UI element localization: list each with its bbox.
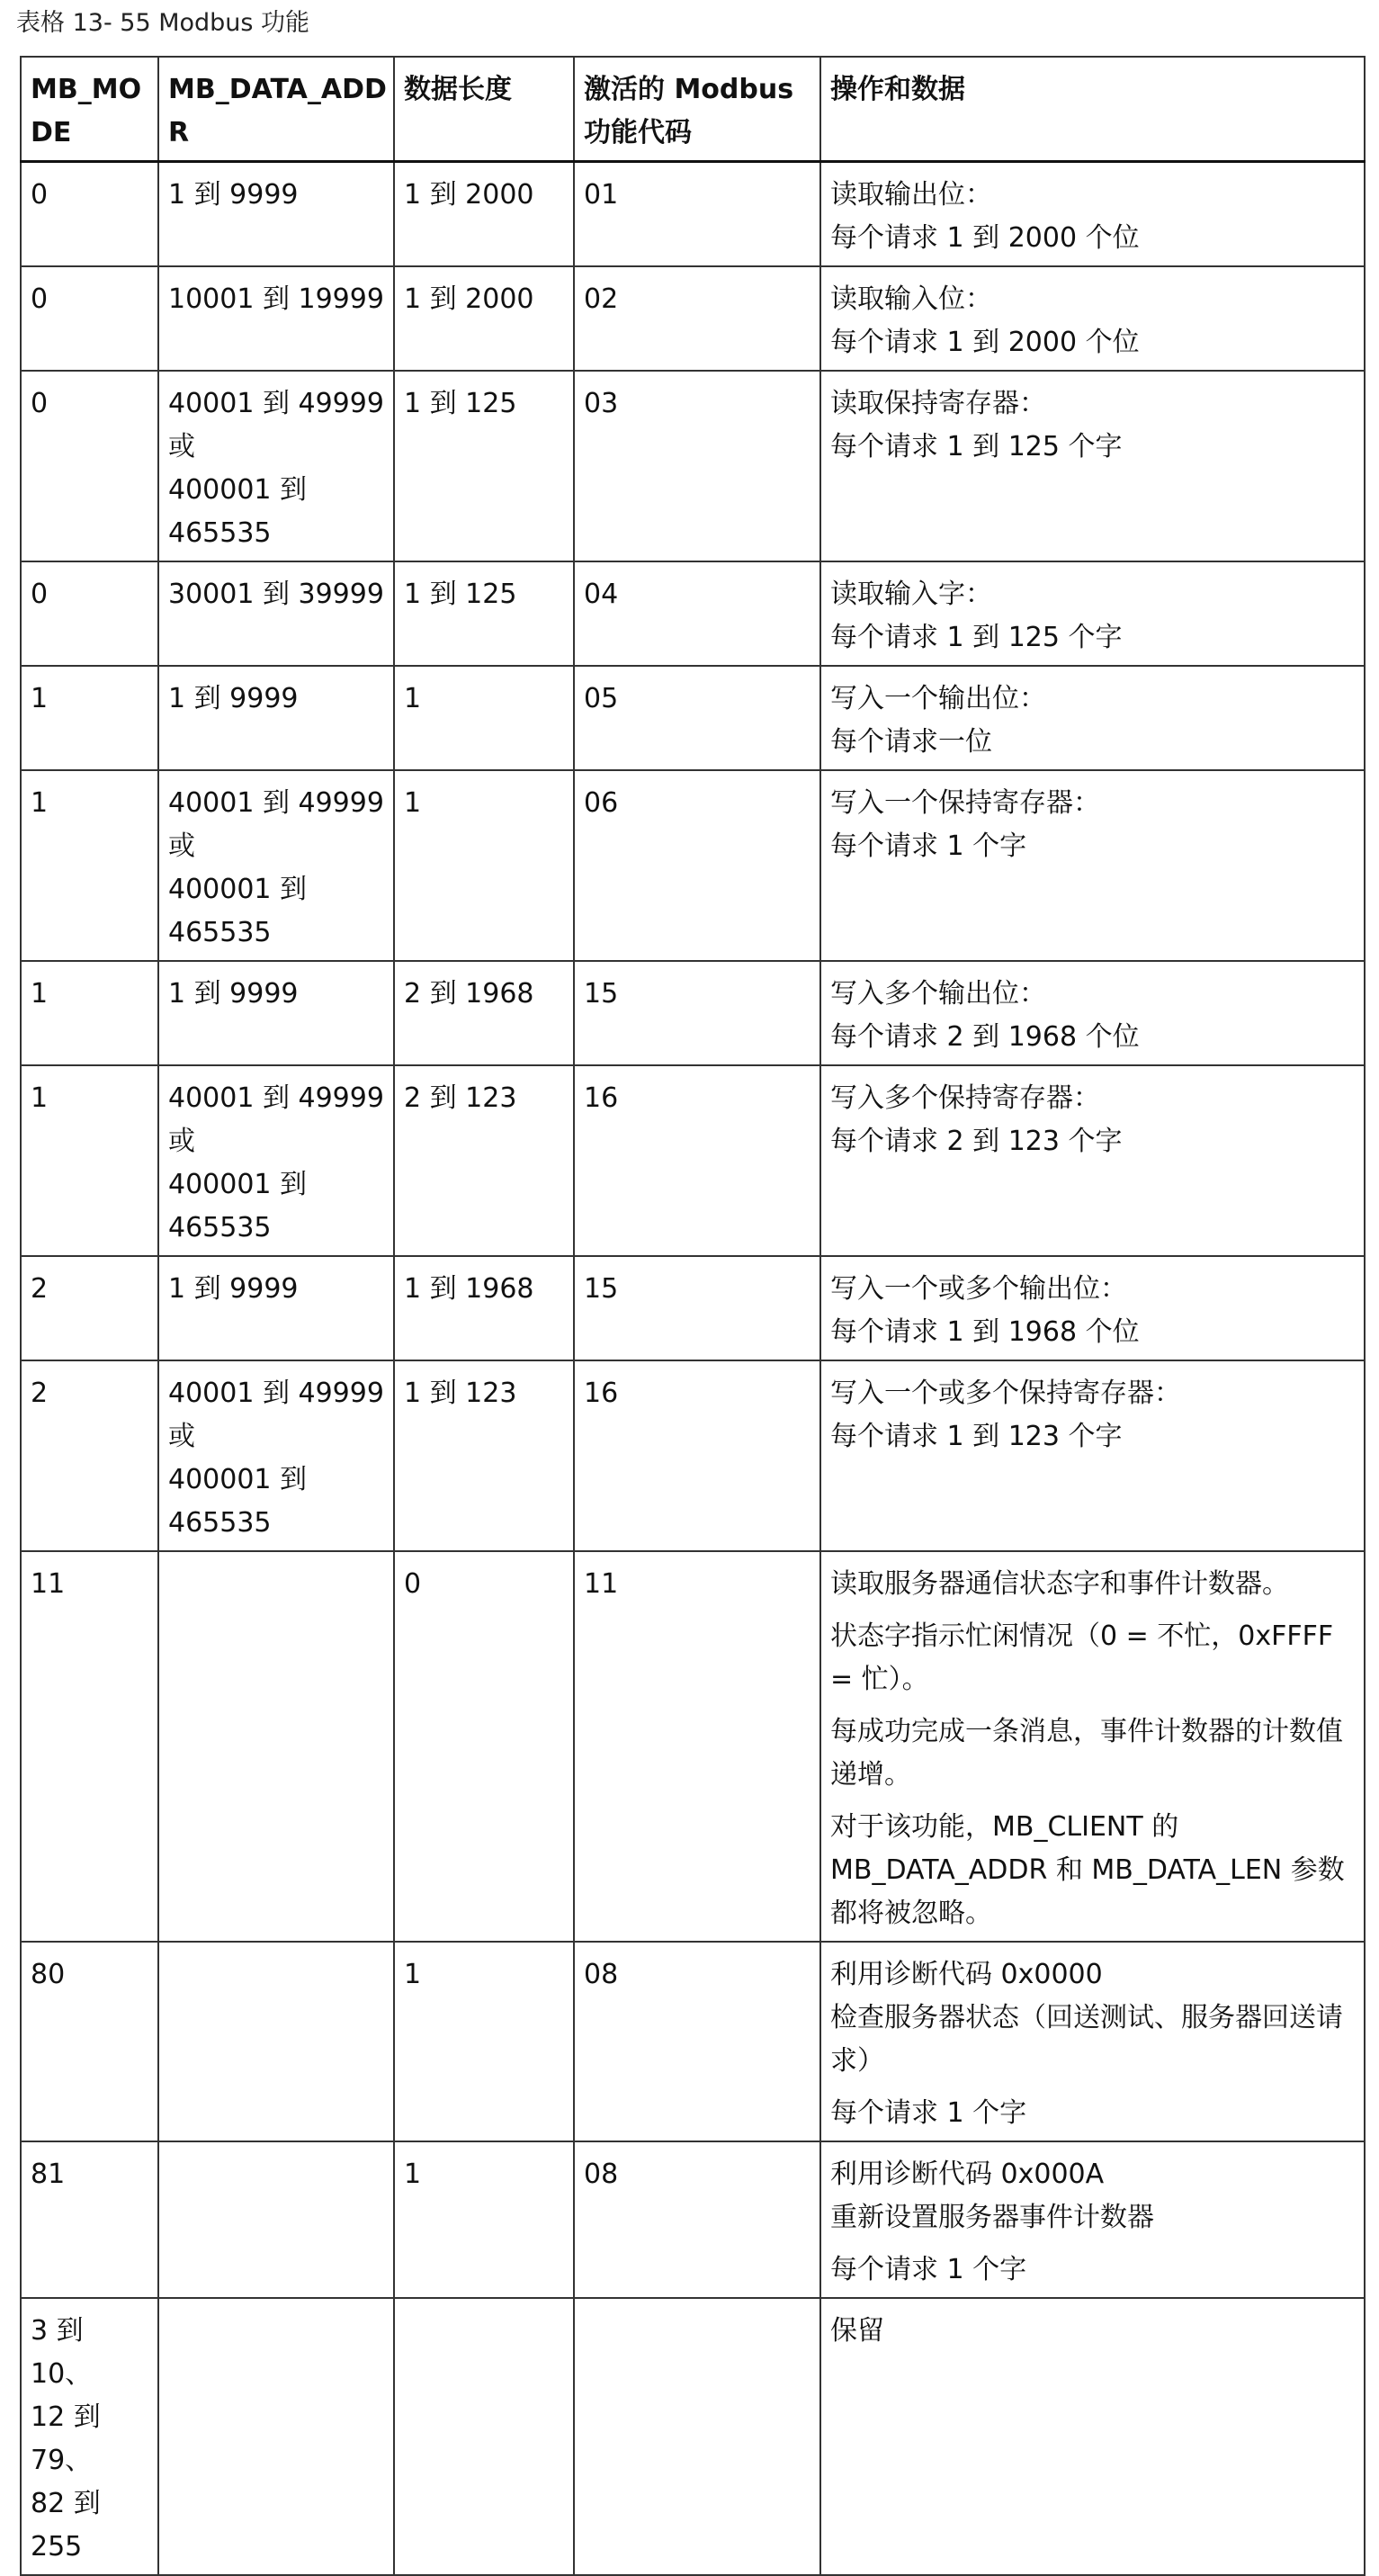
cell-addr [158,2141,394,2298]
cell-addr: 1 到 9999 [158,961,394,1065]
cell-func: 02 [574,266,820,371]
cell-addr: 1 到 9999 [158,1256,394,1360]
table-caption: 表格 13- 55 Modbus 功能 [16,9,310,37]
cell-len [394,2298,574,2575]
cell-func: 03 [574,371,820,561]
operation-line: 每个请求 1 个字 [830,830,1027,862]
header-mb-data-addr [158,57,394,162]
cell-addr: 40001 到 49999 或 400001 到 465535 [158,770,394,961]
operation-line: 读取输出位： [830,179,992,211]
cell-operation [820,2298,1365,2575]
cell-addr [158,1942,394,2141]
table-row [21,1256,1365,1360]
table-body [21,162,1365,2576]
cell-mode: 3 到 10、 12 到 79、 82 到 255 [21,2298,158,2575]
cell-operation [820,561,1365,666]
cell-operation [820,1942,1365,2141]
operation-line: 读取服务器通信状态字和事件计数器。 [830,1568,1289,1600]
header-operation-data [820,57,1365,162]
cell-func: 16 [574,1360,820,1551]
cell-mode: 1 [21,666,158,770]
cell-func: 08 [574,1942,820,2141]
cell-addr: 30001 到 39999 [158,561,394,666]
cell-mode: 1 [21,1065,158,1256]
header-function-code [574,57,820,162]
cell-len: 2 到 1968 [394,961,574,1065]
operation-line: 每个请求 1 到 2000 个位 [830,222,1140,254]
cell-mode: 1 [21,770,158,961]
cell-operation [820,1256,1365,1360]
table-row [21,1360,1365,1551]
operation-line: 写入一个或多个输出位： [830,1273,1127,1305]
table-row [21,2298,1365,2575]
operation-line: 保留 [830,2315,884,2347]
operation-line: 每个请求 1 个字 [830,2254,1027,2285]
modbus-function-table [20,56,1366,2576]
cell-func [574,2298,820,2575]
cell-mode: 0 [21,561,158,666]
cell-func: 08 [574,2141,820,2298]
cell-addr: 40001 到 49999 或 400001 到 465535 [158,1360,394,1551]
table-row [21,371,1365,561]
cell-len: 1 [394,666,574,770]
cell-mode: 80 [21,1942,158,2141]
cell-operation [820,1551,1365,1942]
header-mb-mode [21,57,158,162]
operation-line: 读取输入字： [830,579,992,610]
cell-operation [820,2141,1365,2298]
table-row [21,1065,1365,1256]
cell-func: 04 [574,561,820,666]
cell-operation [820,162,1365,267]
table-row [21,770,1365,961]
operation-line: 写入一个或多个保持寄存器： [830,1378,1181,1409]
cell-len: 1 [394,1942,574,2141]
cell-operation [820,961,1365,1065]
cell-operation [820,1065,1365,1256]
cell-func: 15 [574,1256,820,1360]
cell-mode: 0 [21,371,158,561]
operation-line: 检查服务器状态（回送测试、服务器回送请求） [830,2002,1343,2077]
table-row [21,266,1365,371]
operation-line: 写入多个保持寄存器： [830,1082,1100,1114]
cell-mode: 2 [21,1256,158,1360]
cell-len: 1 到 1968 [394,1256,574,1360]
cell-len: 2 到 123 [394,1065,574,1256]
operation-line: 每个请求 1 到 125 个字 [830,622,1123,653]
operation-line: 每个请求 2 到 123 个字 [830,1126,1123,1157]
operation-line: 重新设置服务器事件计数器 [830,2202,1154,2233]
operation-line: 写入多个输出位： [830,978,1046,1010]
cell-func: 15 [574,961,820,1065]
operation-line: 写入一个输出位： [830,683,1046,714]
cell-len: 1 [394,770,574,961]
operation-line: 每个请求一位 [830,726,992,758]
cell-operation [820,1360,1365,1551]
cell-addr [158,2298,394,2575]
cell-func: 16 [574,1065,820,1256]
cell-mode: 2 [21,1360,158,1551]
cell-len: 1 到 123 [394,1360,574,1551]
cell-mode: 1 [21,961,158,1065]
operation-line: 每个请求 1 到 125 个字 [830,431,1123,462]
operation-line: 每个请求 2 到 1968 个位 [830,1021,1140,1053]
table-row [21,666,1365,770]
operation-line: 每成功完成一条消息，事件计数器的计数值递增。 [830,1716,1343,1791]
cell-len: 1 [394,2141,574,2298]
cell-mode: 0 [21,266,158,371]
cell-addr: 40001 到 49999 或 400001 到 465535 [158,371,394,561]
header-mb-mode-label: MB_MO DE [31,74,142,148]
operation-line: 每个请求 1 个字 [830,2097,1027,2129]
header-function-code-label: 激活的 Modbus 功能代码 [584,74,794,148]
cell-addr: 10001 到 19999 [158,266,394,371]
cell-mode: 0 [21,162,158,267]
cell-operation [820,770,1365,961]
operation-line: 读取输入位： [830,283,992,315]
operation-line: 读取保持寄存器： [830,388,1046,419]
operation-line: 利用诊断代码 0x0000 [830,1959,1103,1990]
cell-addr: 40001 到 49999 或 400001 到 465535 [158,1065,394,1256]
operation-line: 利用诊断代码 0x000A [830,2159,1105,2190]
cell-mode: 11 [21,1551,158,1942]
table-row [21,561,1365,666]
cell-operation [820,666,1365,770]
table-row [21,1942,1365,2141]
header-data-length [394,57,574,162]
header-row [21,57,1365,162]
header-operation-data-label: 操作和数据 [830,74,965,105]
operation-line: 写入一个保持寄存器： [830,787,1100,819]
cell-func: 11 [574,1551,820,1942]
cell-addr: 1 到 9999 [158,666,394,770]
cell-len: 1 到 125 [394,561,574,666]
cell-func: 01 [574,162,820,267]
header-data-length-label: 数据长度 [404,74,512,105]
table-row [21,1551,1365,1942]
cell-len: 1 到 2000 [394,266,574,371]
table-row [21,162,1365,267]
cell-mode: 81 [21,2141,158,2298]
cell-addr: 1 到 9999 [158,162,394,267]
cell-len: 1 到 2000 [394,162,574,267]
operation-line: 每个请求 1 到 1968 个位 [830,1316,1140,1348]
operation-line: 对于该功能，MB_CLIENT 的 MB_DATA_ADDR 和 MB_DATA_LEN 参数都将被忽略。 [830,1811,1345,1929]
cell-operation [820,371,1365,561]
cell-len: 1 到 125 [394,371,574,561]
operation-line: 状态字指示忙闲情况（0 = 不忙，0xFFFF = 忙）。 [830,1620,1334,1695]
table-row [21,2141,1365,2298]
cell-addr [158,1551,394,1942]
operation-line: 每个请求 1 到 2000 个位 [830,327,1140,358]
header-mb-data-addr-label: MB_DATA_ADD R [168,74,387,148]
cell-func: 05 [574,666,820,770]
cell-len: 0 [394,1551,574,1942]
cell-operation [820,266,1365,371]
cell-func: 06 [574,770,820,961]
table-row [21,961,1365,1065]
operation-line: 每个请求 1 到 123 个字 [830,1421,1123,1452]
